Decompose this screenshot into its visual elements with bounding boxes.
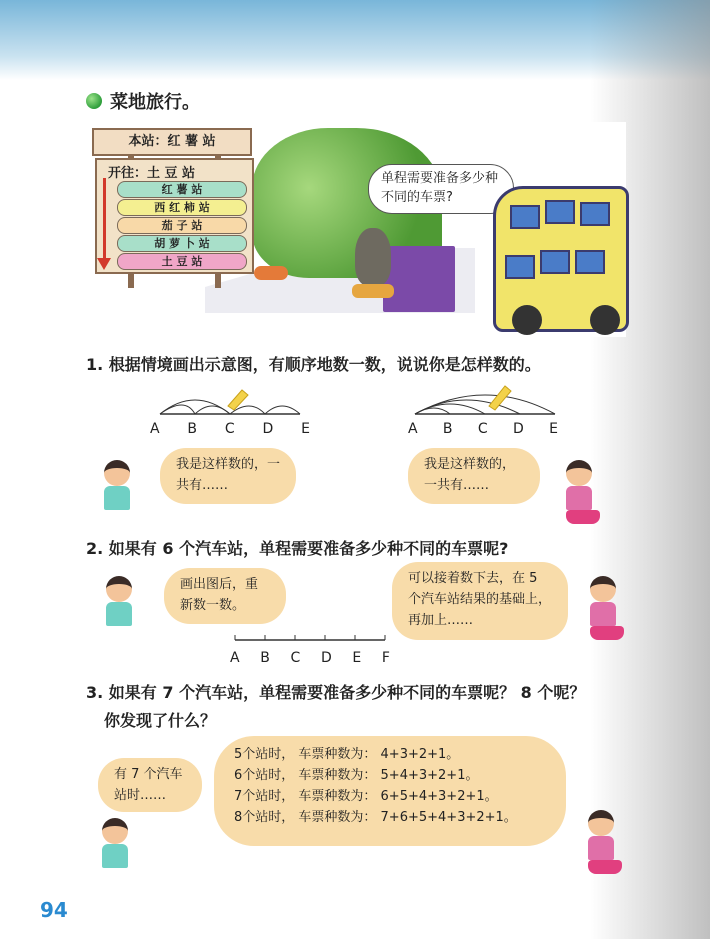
girl-speech-bubble-1: 我是这样数的，一共有……	[408, 448, 540, 504]
boy-character	[102, 818, 128, 868]
pencil-icon	[489, 386, 511, 410]
girl-body	[588, 836, 614, 860]
boy-character	[104, 460, 130, 510]
bus-window	[580, 202, 610, 226]
boy-speech-bubble-3: 有 7 个汽车站时……	[98, 758, 202, 812]
current-station-sign: 本站：红 薯 站	[92, 128, 252, 156]
point-label: D	[320, 650, 332, 666]
question-number: 2.	[86, 539, 104, 558]
question-2	[86, 536, 508, 559]
boy-head	[106, 576, 132, 602]
question-text: 如果有 6 个汽车站，单程需要准备多少种不同的车票呢?	[108, 539, 509, 558]
question-1	[86, 352, 541, 375]
route-arrow-line	[103, 178, 106, 262]
point-label: B	[260, 650, 270, 666]
summary-line: 8个站时， 车票种数为： 7+6+5+4+3+2+1。	[234, 810, 517, 825]
point-label: E	[549, 421, 558, 437]
bus-window	[540, 250, 570, 274]
diagram-2-line	[230, 632, 390, 648]
girl-skirt	[566, 510, 600, 524]
girl-body	[590, 602, 616, 626]
bus-window	[510, 205, 540, 229]
page-number: 94	[40, 898, 68, 922]
point-label: C	[290, 650, 301, 666]
point-label: A	[408, 421, 418, 437]
point-label: C	[224, 421, 235, 437]
pencil-icon	[228, 390, 248, 410]
point-label: D	[513, 421, 524, 437]
boy-speech-bubble-1: 我是这样数的，一共有……	[160, 448, 296, 504]
section-heading	[86, 88, 200, 114]
diagram-1-left-labels	[150, 421, 310, 437]
diagram-1-right-labels	[408, 421, 558, 437]
boy-character	[106, 576, 132, 626]
bus-window	[575, 250, 605, 274]
stop-label: 胡 萝 卜 站	[117, 235, 247, 252]
point-label: A	[230, 650, 240, 666]
green-bullet-icon	[86, 93, 102, 109]
question-3	[86, 680, 585, 703]
point-label: D	[262, 421, 274, 437]
bus-wheel	[590, 305, 620, 335]
slipper-illustration	[254, 266, 288, 280]
stop-label: 茄 子 站	[117, 217, 247, 234]
girl-skirt	[590, 626, 624, 640]
bus-wheel	[512, 305, 542, 335]
boy-head	[102, 818, 128, 844]
question-number: 3.	[86, 683, 104, 702]
girl-skirt	[588, 860, 622, 874]
section-title: 菜地旅行。	[110, 92, 200, 113]
boy-body	[106, 602, 132, 626]
summary-line: 5个站时， 车票种数为： 4+3+2+1。	[234, 747, 460, 762]
mole-feet	[352, 284, 394, 298]
summary-line: 7个站时， 车票种数为： 6+5+4+3+2+1。	[234, 789, 498, 804]
question-text: 根据情境画出示意图，有顺序地数一数，说说你是怎样数的。	[108, 355, 541, 374]
point-label: A	[150, 421, 160, 437]
scene-speech-bubble: 单程需要准备多少种不同的车票?	[368, 164, 514, 214]
mole-character	[355, 228, 391, 286]
stop-label: 土 豆 站	[117, 253, 247, 270]
bus-window	[505, 255, 535, 279]
point-label: B	[187, 421, 198, 437]
bus-window	[545, 200, 575, 224]
girl-character	[566, 460, 600, 524]
point-label: F	[381, 650, 390, 666]
girl-speech-bubble-2: 可以接着数下去，在 5 个汽车站结果的基础上，再加上……	[392, 562, 568, 640]
question-3-line2: 你发现了什么？	[104, 711, 217, 730]
route-arrow-icon	[97, 258, 111, 270]
girl-character	[588, 810, 622, 874]
girl-body	[566, 486, 592, 510]
girl-head	[588, 810, 614, 836]
question-text-line1: 如果有 7 个汽车站，单程需要准备多少种不同的车票呢？ 8 个呢？	[108, 683, 586, 702]
summary-bubble	[214, 736, 566, 846]
point-label: E	[352, 650, 362, 666]
girl-head	[566, 460, 592, 486]
girl-character	[590, 576, 624, 640]
summary-line: 6个站时， 车票种数为： 5+4+3+2+1。	[234, 768, 479, 783]
question-number: 1.	[86, 355, 104, 374]
point-label: C	[477, 421, 488, 437]
girl-head	[590, 576, 616, 602]
box-illustration	[383, 246, 455, 312]
destination-label: 开往：土 豆 站	[108, 166, 196, 181]
stop-label: 西 红 柿 站	[117, 199, 247, 216]
stop-label: 红 薯 站	[117, 181, 247, 198]
point-label: B	[442, 421, 453, 437]
boy-speech-bubble-2: 画出图后，重新数一数。	[164, 568, 286, 624]
boy-head	[104, 460, 130, 486]
boy-body	[102, 844, 128, 868]
diagram-2-labels	[230, 650, 390, 666]
point-label: E	[301, 421, 310, 437]
boy-body	[104, 486, 130, 510]
